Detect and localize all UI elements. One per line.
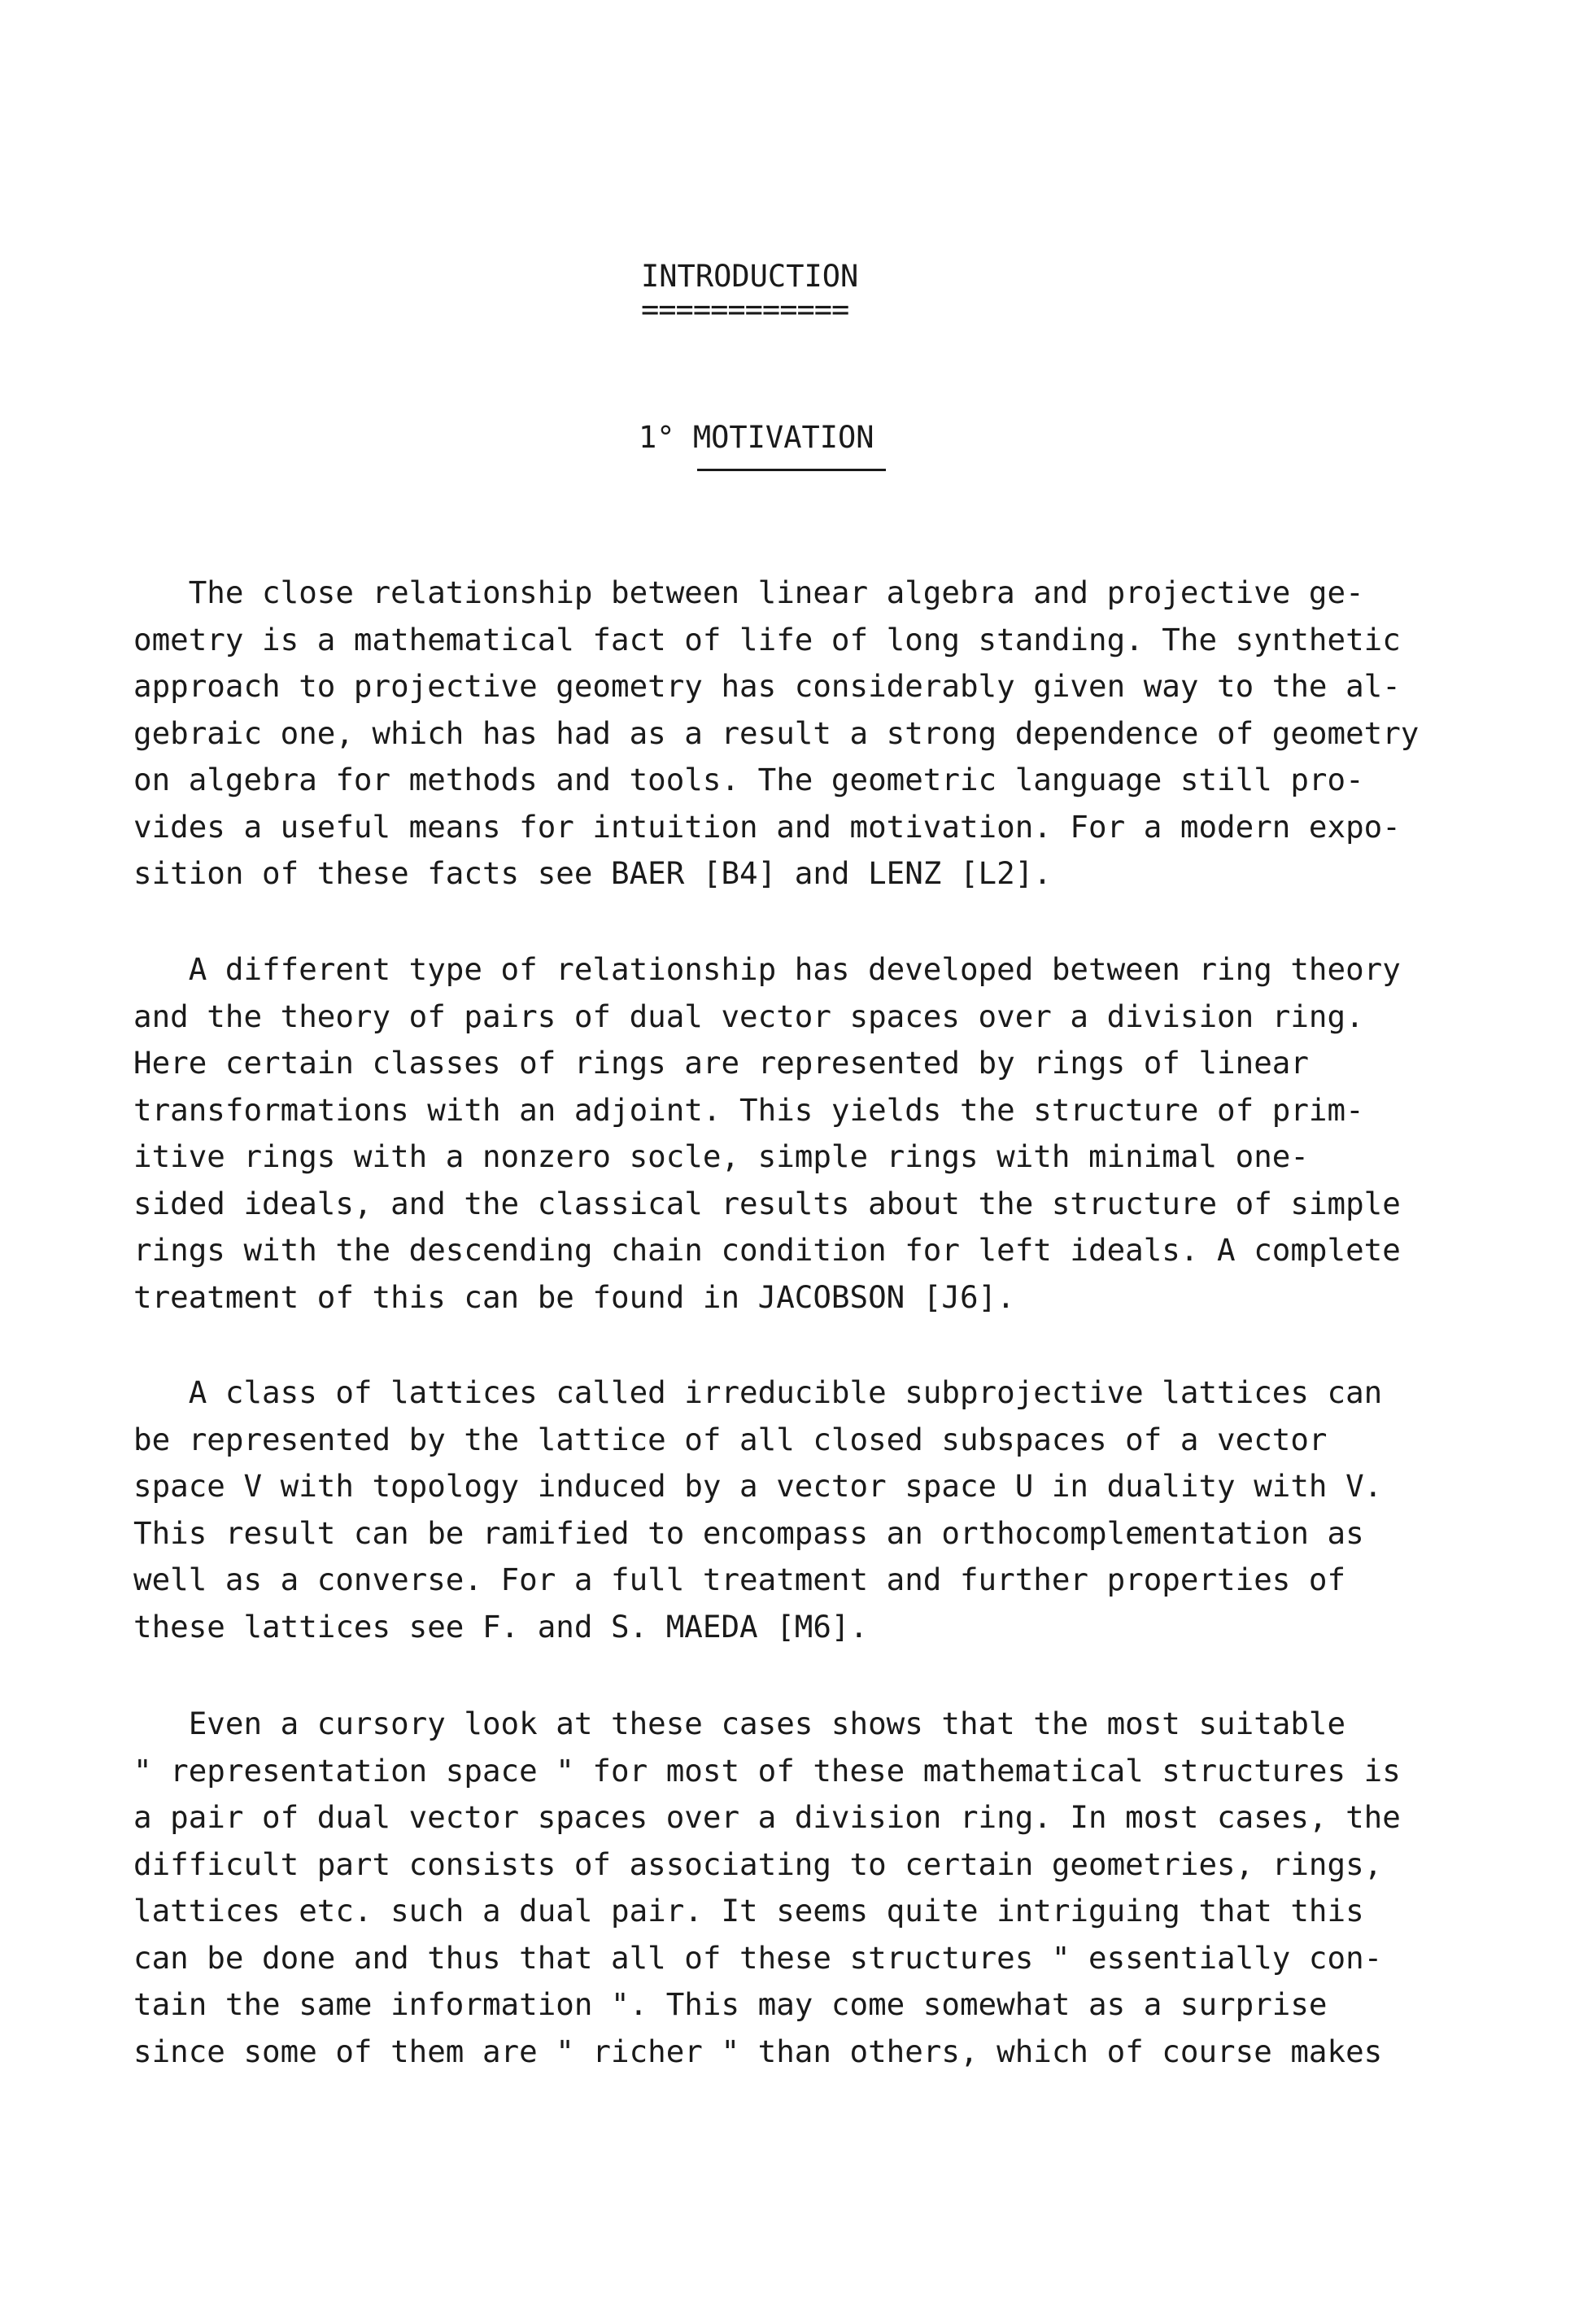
paragraph-1 <box>133 570 1468 898</box>
text-line: space V with topology induced by a vector space U in duality with V. <box>133 1468 1383 1504</box>
paragraph-3 <box>133 1370 1468 1650</box>
text-line: can be done and thus that all of these structures " essentially con- <box>133 1939 1383 1976</box>
page-title: INTRODUCTION <box>641 259 859 294</box>
text-line: difficult part consists of associating to certain geometries, rings, <box>133 1846 1383 1882</box>
text-line: sition of these facts see BAER [B4] and LENZ [L2]. <box>133 855 1052 891</box>
text-line: well as a converse. For a full treatment and further properties of <box>133 1562 1346 1597</box>
section-underline <box>697 469 886 471</box>
paragraph-4 <box>133 1701 1468 2075</box>
paragraph-2 <box>133 946 1468 1321</box>
text-line: gebraic one, which has had as a result a strong dependence of geometry <box>133 714 1420 751</box>
text-line: transformations with an adjoint. This yields the structure of prim- <box>133 1091 1364 1128</box>
text-line: itive rings with a nonzero socle, simple rings with minimal one- <box>133 1138 1309 1174</box>
text-line: since some of them are " richer " than others, which of course makes <box>133 2033 1383 2069</box>
text-line: these lattices see F. and S. MAEDA [M6]. <box>133 1608 869 1645</box>
text-line: A different type of relationship has developed between ring theory <box>133 951 1401 987</box>
text-line: sided ideals, and the classical results about the structure of simple <box>133 1185 1401 1221</box>
text-line: A class of lattices called irreducible subprojective lattices can <box>133 1374 1383 1410</box>
text-line: rings with the descending chain condition for left ideals. A complete <box>133 1232 1401 1268</box>
text-line: Here certain classes of rings are represented by rings of linear <box>133 1045 1309 1081</box>
section-heading: 1° MOTIVATION <box>639 420 874 455</box>
text-line: approach to projective geometry has considerably given way to the al- <box>133 668 1401 704</box>
text-line: " representation space " for most of these mathematical structures is <box>133 1752 1401 1789</box>
text-line: be represented by the lattice of all closed subspaces of a vector <box>133 1421 1328 1457</box>
text-line: treatment of this can be found in JACOBSON [J6]. <box>133 1278 1015 1315</box>
text-line: ometry is a mathematical fact of life of long standing. The synthetic <box>133 621 1401 657</box>
text-line: tain the same information ". This may come somewhat as a surprise <box>133 1986 1328 2022</box>
title-double-rule: ============ <box>641 292 849 327</box>
text-line: Even a cursory look at these cases shows that the most suitable <box>133 1706 1346 1741</box>
text-line: The close relationship between linear algebra and projective ge- <box>133 574 1364 610</box>
text-line: and the theory of pairs of dual vector spaces over a division ring. <box>133 998 1364 1034</box>
text-line: on algebra for methods and tools. The geometric language still pro- <box>133 762 1364 797</box>
text-line: This result can be ramified to encompass an orthocomplementation as <box>133 1514 1364 1551</box>
text-line: lattices etc. such a dual pair. It seems quite intriguing that this <box>133 1893 1364 1929</box>
text-line: a pair of dual vector spaces over a division ring. In most cases, the <box>133 1799 1401 1835</box>
text-line: vides a useful means for intuition and motivation. For a modern expo- <box>133 808 1401 845</box>
